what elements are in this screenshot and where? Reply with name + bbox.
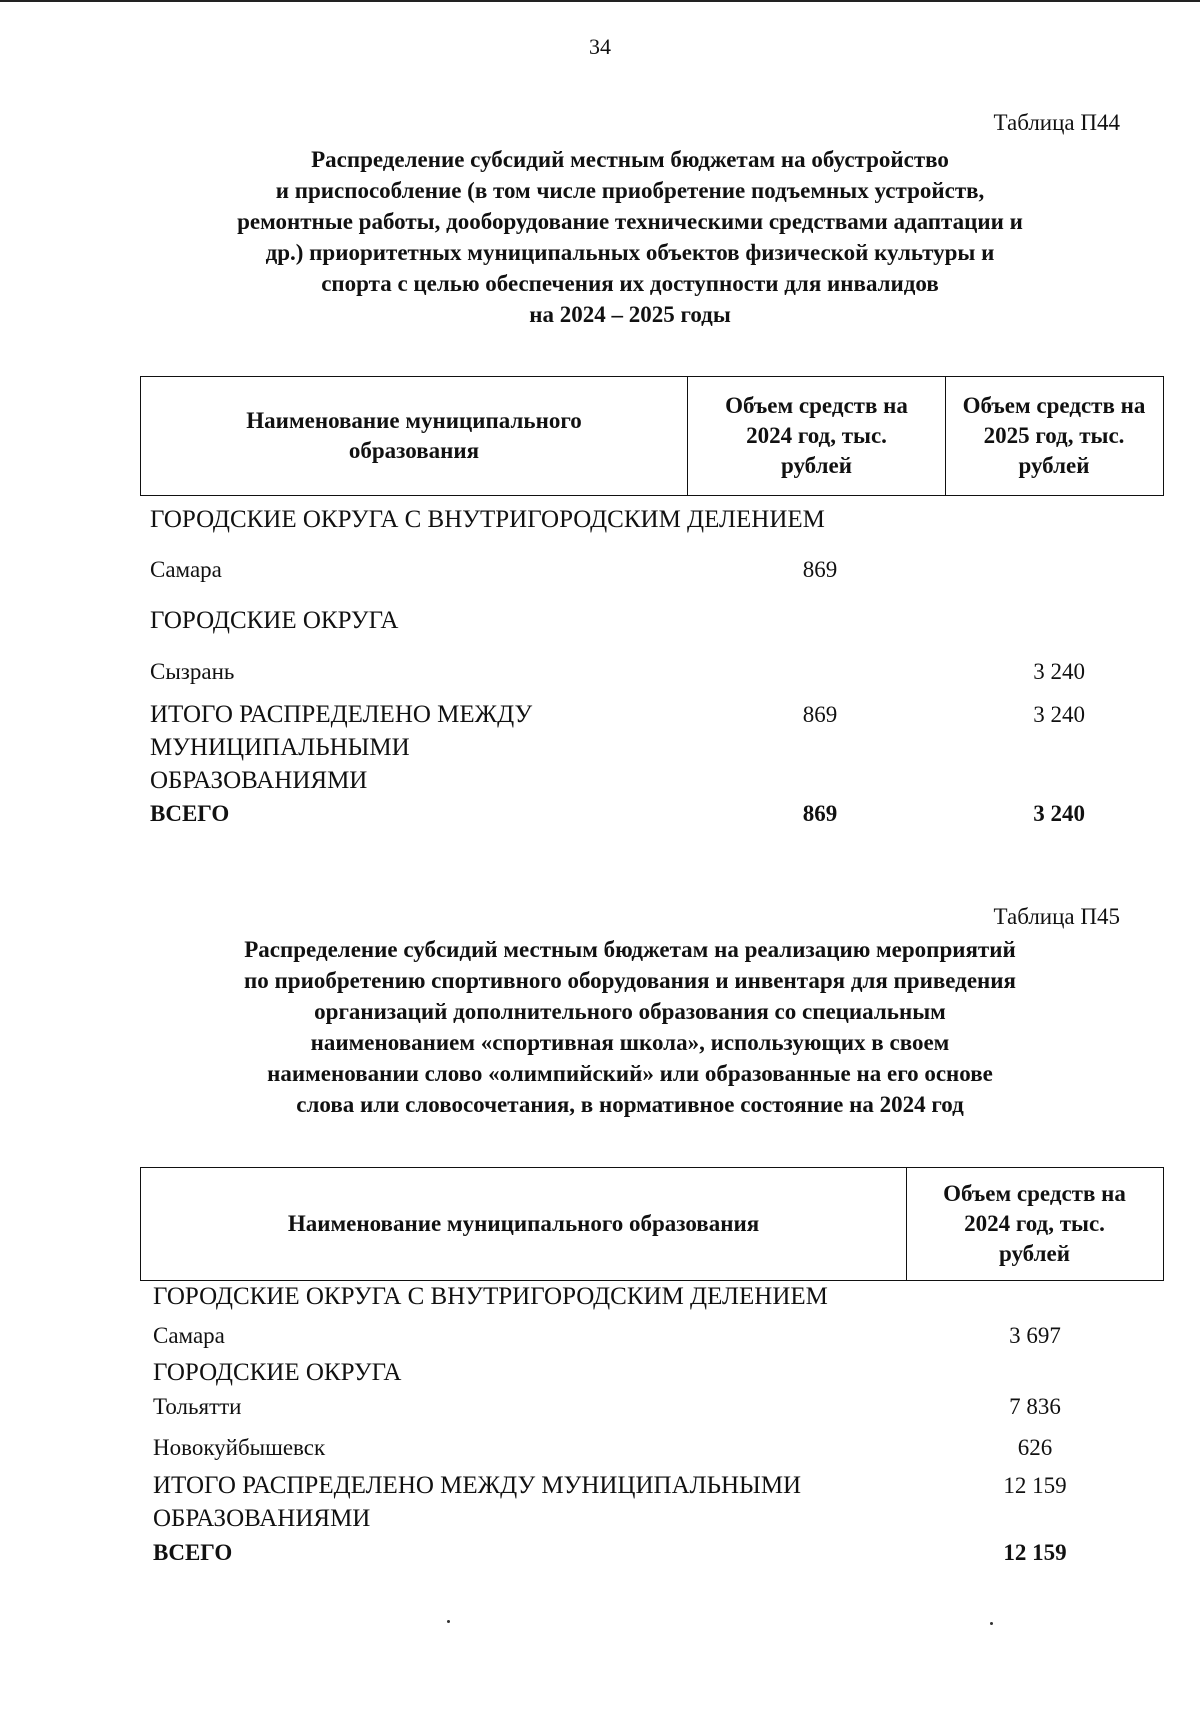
title-line: др.) приоритетных муниципальных объектов физической культуры и	[265, 240, 995, 265]
row-itogo-line2: МУНИЦИПАЛЬНЫМИ	[150, 734, 410, 761]
section-urban-districts: ГОРОДСКИЕ ОКРУГА	[150, 607, 399, 634]
title-line: спорта с целью обеспечения их доступности для инвалидов	[321, 271, 939, 296]
row-itogo-line3: ОБРАЗОВАНИЯМИ	[150, 767, 368, 794]
row-itogo-line1: ИТОГО РАСПРЕДЕЛЕНО МЕЖДУ	[150, 701, 533, 728]
row-samara-name: Самара	[153, 1323, 225, 1348]
row-syzran-name: Сызрань	[150, 659, 235, 684]
row-itogo-line2: ОБРАЗОВАНИЯМИ	[153, 1505, 371, 1532]
row-vsego-name: ВСЕГО	[150, 801, 230, 826]
row-samara-2024: 3 697	[1009, 1323, 1061, 1348]
row-novokuibyshevsk-name: Новокуйбышевск	[153, 1435, 326, 1460]
section-urban-districts-divided: ГОРОДСКИЕ ОКРУГА С ВНУТРИГОРОДСКИМ ДЕЛЕНИЕМ	[150, 506, 825, 533]
row-vsego-2024: 869	[802, 801, 838, 826]
row-samara-name: Самара	[150, 557, 222, 582]
page-number: 34	[589, 34, 611, 59]
header-2024: Объем средств на 2024 год, тыс. рублей	[906, 1168, 1162, 1280]
row-vsego-2025: 3 240	[1033, 801, 1085, 826]
row-itogo-line1: ИТОГО РАСПРЕДЕЛЕНО МЕЖДУ МУНИЦИПАЛЬНЫМИ	[153, 1472, 802, 1499]
title-line: по приобретению спортивного оборудования и инвентаря для приведения	[244, 968, 1016, 993]
title-line: Распределение субсидий местным бюджетам на реализацию мероприятий	[244, 937, 1016, 962]
header-name: Наименование муниципального образования	[246, 408, 582, 463]
row-tolyatti-2024: 7 836	[1009, 1394, 1061, 1419]
header-2025: Объем средств на 2025 год, тыс. рублей	[945, 377, 1162, 495]
row-itogo-2024: 869	[802, 702, 838, 727]
title-line: на 2024 – 2025 годы	[529, 302, 731, 327]
table-45-title	[80, 934, 1180, 1120]
header-name: Наименование муниципального образования	[287, 1211, 760, 1236]
row-novokuibyshevsk-2024: 626	[1017, 1435, 1053, 1460]
title-line: наименованием «спортивная школа», использующих в своем	[310, 1030, 950, 1055]
header-2024: Объем средств на 2024 год, тыс. рублей	[687, 377, 945, 495]
title-line: слова или словосочетания, в нормативное состояние на 2024 год	[296, 1092, 964, 1117]
row-syzran-2025: 3 240	[1033, 659, 1085, 684]
row-itogo-2024: 12 159	[1003, 1473, 1067, 1498]
title-line: и приспособление (в том числе приобретение подъемных устройств,	[275, 178, 985, 203]
section-urban-districts: ГОРОДСКИЕ ОКРУГА	[153, 1359, 402, 1386]
title-line: Распределение субсидий местным бюджетам на обустройство	[311, 147, 949, 172]
table-44-title	[80, 144, 1180, 330]
top-border-line	[0, 0, 1200, 2]
title-line: наименовании слово «олимпийский» или образованные на его основе	[267, 1061, 993, 1086]
section-urban-districts-divided: ГОРОДСКИЕ ОКРУГА С ВНУТРИГОРОДСКИМ ДЕЛЕНИЕМ	[153, 1283, 828, 1310]
table-44-header	[140, 376, 1164, 496]
row-samara-2024: 869	[802, 557, 838, 582]
row-tolyatti-name: Тольятти	[153, 1394, 242, 1419]
scan-speck	[447, 1620, 450, 1623]
row-vsego-name: ВСЕГО	[153, 1540, 233, 1565]
table-45-header	[140, 1167, 1164, 1281]
row-itogo-2025: 3 240	[1033, 702, 1085, 727]
table-44-label: Таблица П44	[993, 110, 1120, 135]
table-45-label: Таблица П45	[993, 904, 1120, 929]
title-line: ремонтные работы, дооборудование техническими средствами адаптации и	[237, 209, 1023, 234]
title-line: организаций дополнительного образования со специальным	[314, 999, 946, 1024]
scan-speck	[990, 1622, 993, 1625]
row-vsego-2024: 12 159	[1003, 1540, 1067, 1565]
